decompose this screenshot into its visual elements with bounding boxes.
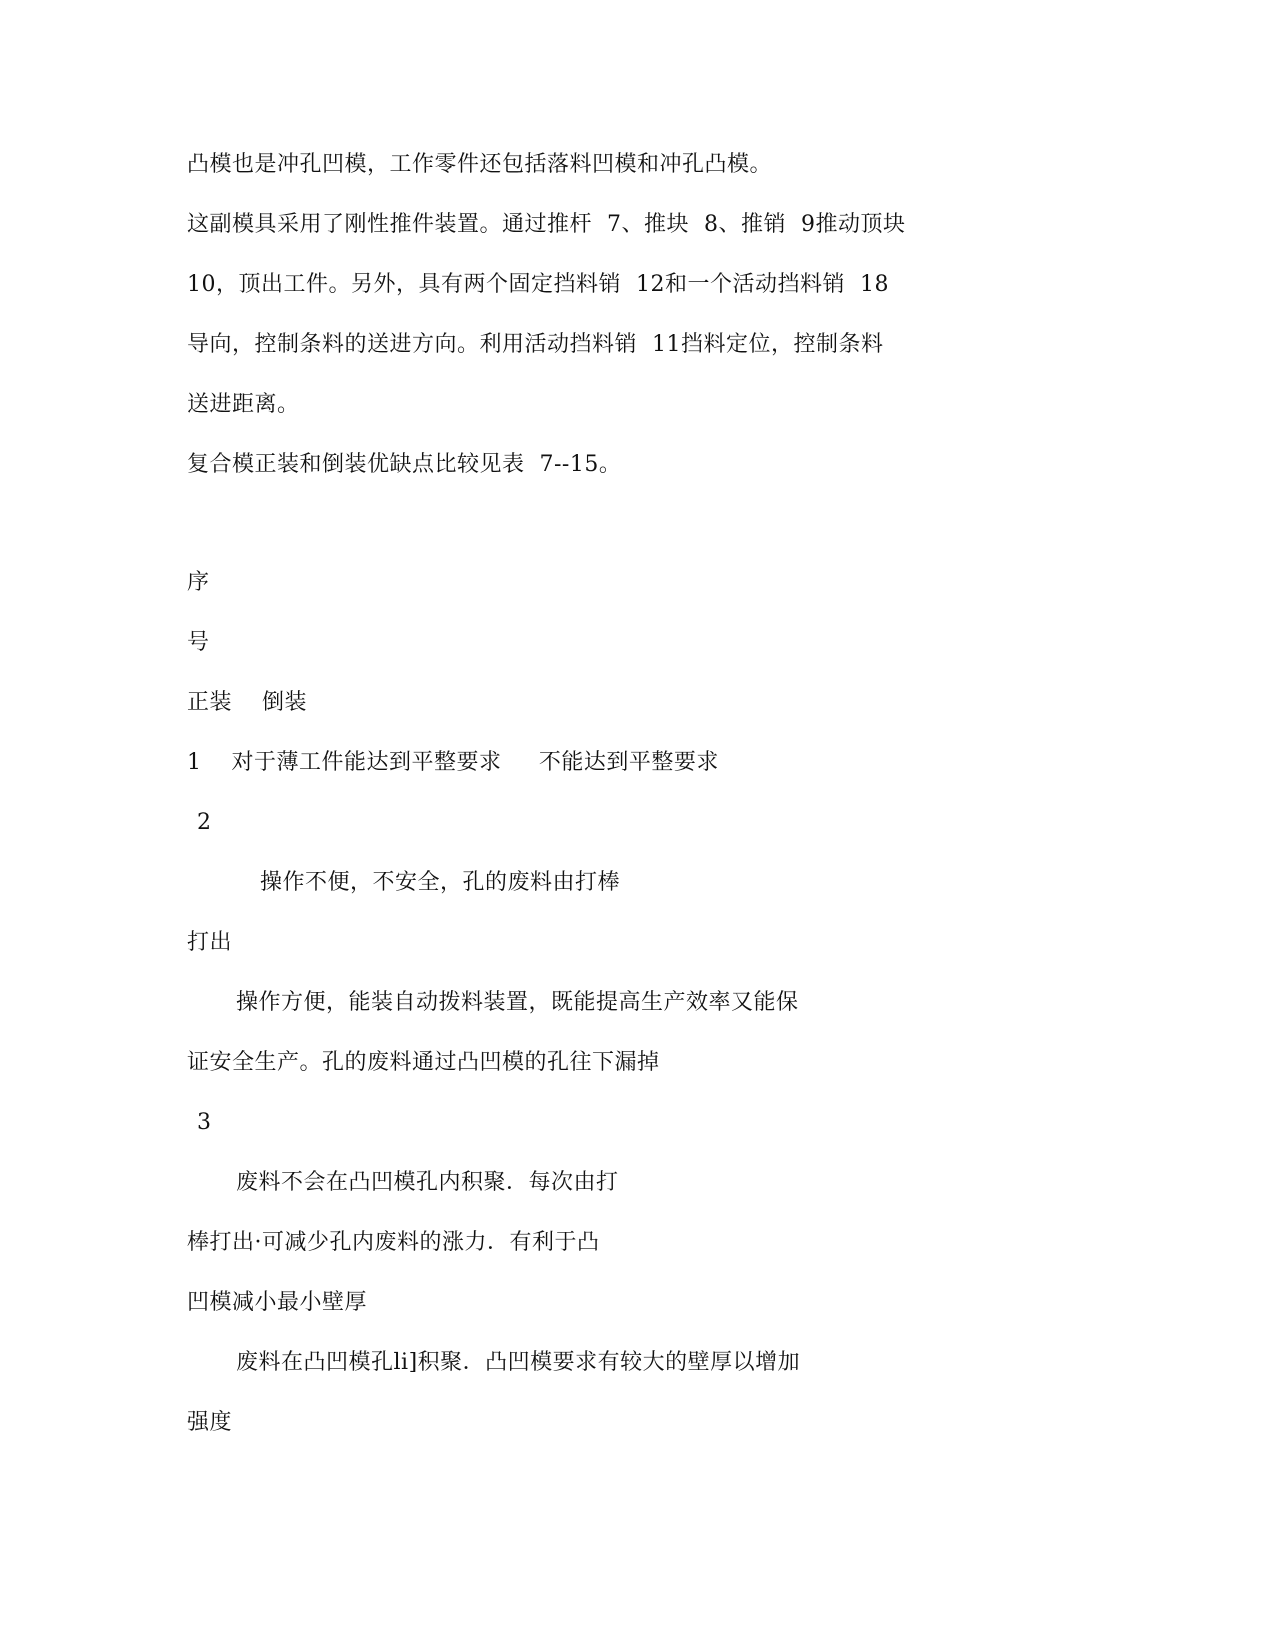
table-header-seq-2: 号: [187, 630, 210, 655]
table-header-columns: 正装 倒装: [187, 690, 307, 715]
table-row-3-front-line-1: 废料不会在凸凹模孔内积聚．每次由打: [236, 1170, 619, 1195]
paragraph-5: 送进距离。: [187, 392, 300, 417]
paragraph-2: 这副模具采用了刚性推件装置。通过推杆 7、推块 8、推销 9推动顶块: [187, 212, 906, 237]
table-row-2-front-line-2: 打出: [187, 930, 233, 955]
table-row-3-front-line-2: 棒打出·可减少孔内废料的涨力．有利于凸: [187, 1230, 600, 1255]
table-row-3-front-line-3: 凹模减小最小壁厚: [187, 1290, 368, 1315]
table-row-1: 1 对于薄工件能达到平整要求 不能达到平整要求: [187, 750, 719, 775]
table-row-3-number: 3: [197, 1110, 212, 1135]
paragraph-4: 导向，控制条料的送进方向。利用活动挡料销 11挡料定位，控制条料: [187, 332, 884, 357]
paragraph-1: 凸模也是冲孔凹模，工作零件还包括落料凹模和冲孔凸模。: [187, 152, 773, 177]
table-row-3-back-line-2: 强度: [187, 1410, 233, 1435]
table-row-2-back-line-1: 操作方便，能装自动拨料装置，既能提高生产效率又能保: [236, 990, 799, 1015]
table-row-3-back-line-1: 废料在凸凹模孔li]积聚．凸凹模要求有较大的壁厚以增加: [236, 1350, 801, 1375]
paragraph-3: 10，顶出工件。另外，具有两个固定挡料销 12和一个活动挡料销 18: [187, 272, 889, 297]
table-header-seq-1: 序: [187, 570, 210, 595]
table-row-2-front-line-1: 操作不便，不安全，孔的废料由打棒: [260, 870, 621, 895]
table-row-2-number: 2: [197, 810, 212, 835]
paragraph-6: 复合模正装和倒装优缺点比较见表 7--15。: [187, 452, 622, 477]
table-row-2-back-line-2: 证安全生产。孔的废料通过凸凹模的孔往下漏掉: [187, 1050, 660, 1075]
